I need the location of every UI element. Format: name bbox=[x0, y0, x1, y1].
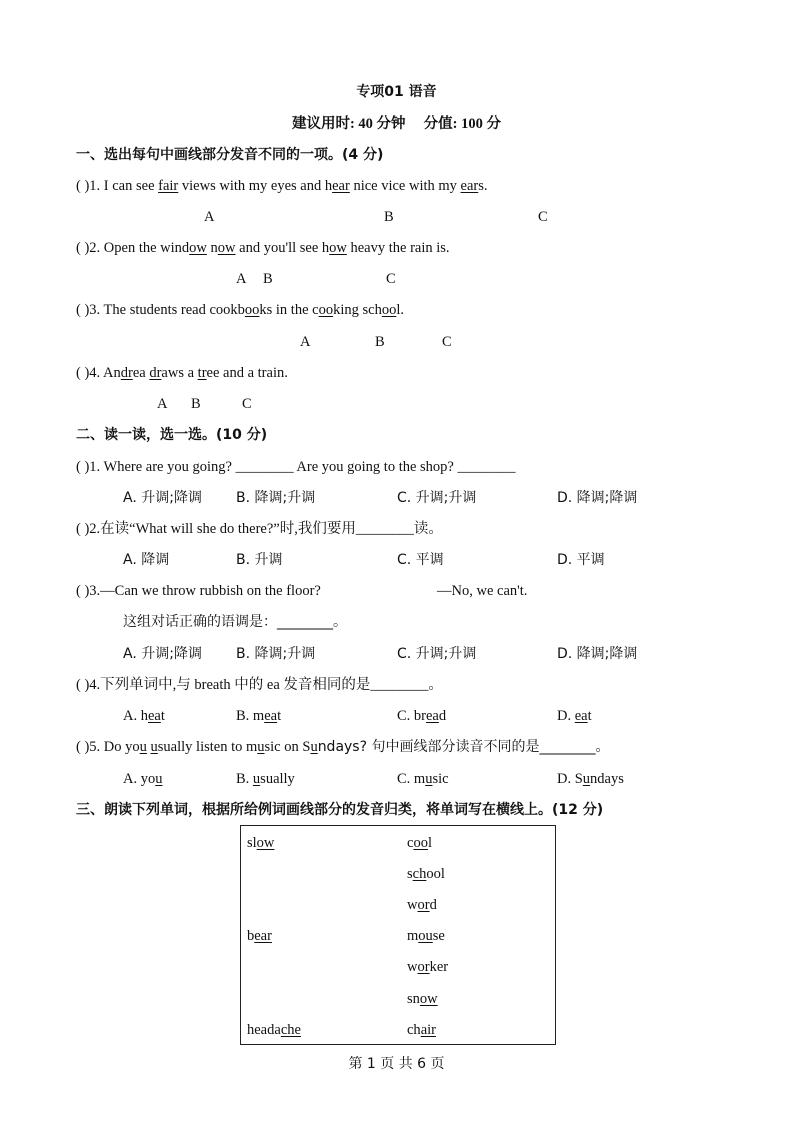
option-a[interactable]: A. 降调 bbox=[123, 552, 170, 568]
example-word-slow: slow bbox=[247, 835, 275, 851]
underlined-c: ear bbox=[460, 178, 479, 194]
answer-paren[interactable]: ( ) bbox=[76, 677, 90, 693]
underlined-a: oo bbox=[244, 302, 260, 318]
mark-a: A bbox=[204, 209, 215, 225]
option-c[interactable]: C. bread bbox=[397, 708, 447, 724]
s2-question-3: ( )3.—Can we throw rubbish on the floor? bbox=[76, 583, 321, 599]
answer-paren[interactable]: ( ) bbox=[76, 583, 90, 599]
mark-b: B bbox=[384, 209, 394, 225]
underlined-b: ow bbox=[217, 240, 236, 256]
s2-question-1: ( )1. Where are you going? ________ Are you going to the shop? ________ bbox=[76, 459, 516, 475]
mark-c: C bbox=[442, 334, 452, 350]
s2-question-4: ( )4.下列单词中,与 breath 中的 ea 发音相同的是________。 bbox=[76, 677, 443, 693]
dialogue-reply: —No, we can't. bbox=[437, 583, 528, 599]
answer-paren[interactable]: ( ) bbox=[76, 178, 90, 194]
option-a[interactable]: A. you bbox=[123, 771, 163, 787]
option-b[interactable]: B. 降调;升调 bbox=[236, 490, 316, 506]
underlined-b: oo bbox=[318, 302, 334, 318]
option-b[interactable]: B. 降调;升调 bbox=[236, 646, 316, 662]
underlined-c: oo bbox=[381, 302, 397, 318]
section3-heading: 三、朗读下列单词，根据所给例词画线部分的发音归类，将单词写在横线上。(12 分) bbox=[76, 802, 604, 818]
word-snow: snow bbox=[407, 991, 438, 1007]
underlined-a: dr bbox=[120, 365, 133, 381]
total-score: 分值: 100 分 bbox=[423, 116, 502, 132]
mark-a: A bbox=[300, 334, 311, 350]
page-number: 第 1 页 共 6 页 bbox=[348, 1056, 445, 1072]
underlined-a: ow bbox=[189, 240, 207, 256]
mark-c: C bbox=[242, 396, 252, 412]
option-c[interactable]: C. 升调;升调 bbox=[397, 646, 477, 662]
option-b[interactable]: B. meat bbox=[236, 708, 282, 724]
mark-b: B bbox=[191, 396, 201, 412]
option-c[interactable]: C. 平调 bbox=[397, 552, 444, 568]
option-d[interactable]: D. 降调;降调 bbox=[557, 646, 638, 662]
section1-heading: 一、选出每句中画线部分发音不同的一项。(4 分) bbox=[76, 147, 384, 163]
option-c[interactable]: C. music bbox=[397, 771, 449, 787]
answer-paren[interactable]: ( ) bbox=[76, 459, 90, 475]
answer-paren[interactable]: ( ) bbox=[76, 240, 90, 256]
option-d[interactable]: D. 平调 bbox=[557, 552, 605, 568]
s2-question-5: ( )5. Do you usually listen to music on Sundays? 句中画线部分读音不同的是________。 bbox=[76, 739, 610, 755]
option-a[interactable]: A. heat bbox=[123, 708, 165, 724]
word-school: school bbox=[407, 866, 445, 882]
underlined-b: dr bbox=[149, 365, 162, 381]
underlined-c: ow bbox=[329, 240, 347, 256]
word-sort-table bbox=[240, 825, 556, 1045]
s1-question-4: ( )4. Andrea draws a tree and a train. bbox=[76, 365, 288, 381]
word-mouse: mouse bbox=[407, 928, 445, 944]
option-d[interactable]: D. Sundays bbox=[557, 771, 624, 787]
underlined-b: ear bbox=[332, 178, 350, 194]
option-a[interactable]: A. 升调;降调 bbox=[123, 646, 202, 662]
page-title: 专项01 语音 bbox=[356, 84, 437, 100]
word-cool: cool bbox=[407, 835, 432, 851]
option-c[interactable]: C. 升调;升调 bbox=[397, 490, 477, 506]
word-word: word bbox=[407, 897, 437, 913]
answer-paren[interactable]: ( ) bbox=[76, 365, 90, 381]
mark-b: B bbox=[263, 271, 273, 287]
s1-question-2: ( )2. Open the window now and you'll see how heavy the rain is. bbox=[76, 240, 450, 256]
s2-question-2: ( )2.在读“What will she do there?”时,我们要用________读。 bbox=[76, 521, 443, 537]
word-chair: chair bbox=[407, 1022, 436, 1038]
example-word-bear: bear bbox=[247, 928, 272, 944]
mark-b: B bbox=[375, 334, 385, 350]
section2-heading: 二、读一读，选一选。(10 分) bbox=[76, 427, 268, 443]
option-a[interactable]: A. 升调;降调 bbox=[123, 490, 202, 506]
mark-c: C bbox=[538, 209, 548, 225]
suggested-time: 建议用时: 40 分钟 bbox=[291, 116, 406, 132]
answer-paren[interactable]: ( ) bbox=[76, 521, 90, 537]
s1-question-1: ( )1. I can see fair views with my eyes and hear nice vice with my ears. bbox=[76, 178, 488, 194]
underlined-c: tr bbox=[197, 365, 207, 381]
option-b[interactable]: B. usually bbox=[236, 771, 295, 787]
option-d[interactable]: D. 降调;降调 bbox=[557, 490, 638, 506]
option-b[interactable]: B. 升调 bbox=[236, 552, 283, 568]
option-d[interactable]: D. eat bbox=[557, 708, 592, 724]
answer-paren[interactable]: ( ) bbox=[76, 739, 90, 755]
example-word-headache: headache bbox=[247, 1022, 301, 1038]
time-score-line bbox=[0, 115, 793, 133]
question-line2: 这组对话正确的语调是：________。 bbox=[123, 614, 347, 630]
mark-a: A bbox=[236, 271, 247, 287]
s1-question-3: ( )3. The students read cookbooks in the cooking school. bbox=[76, 302, 404, 318]
mark-a: A bbox=[157, 396, 168, 412]
underlined-a: fair bbox=[158, 178, 179, 194]
mark-c: C bbox=[386, 271, 396, 287]
answer-paren[interactable]: ( ) bbox=[76, 302, 90, 318]
word-worker: worker bbox=[407, 959, 449, 975]
